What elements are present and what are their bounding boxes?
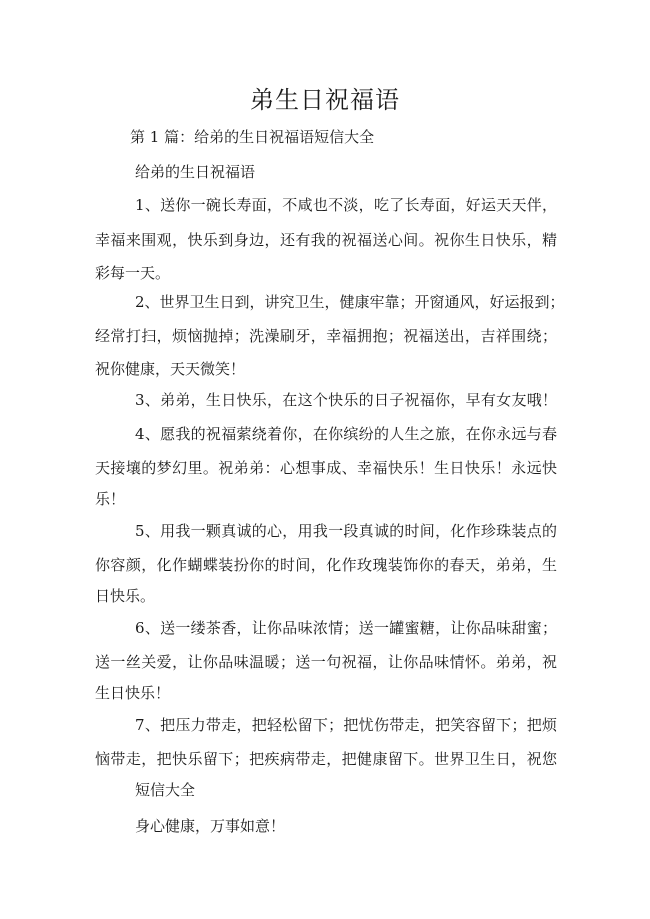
- paragraph-line: 1、送你一碗长寿面，不咸也不淡，吃了长寿面，好运天天伴，: [135, 196, 557, 214]
- paragraph-line: 2、世界卫生日到，讲究卫生，健康牢靠；开窗通风，好运报到；: [135, 293, 565, 311]
- paragraph-line: 7、把压力带走，把轻松留下；把忧伤带走，把笑容留下；把烦: [135, 716, 557, 734]
- paragraph-line: 经常打扫，烦恼抛掉；洗澡刷牙，幸福拥抱；祝福送出，吉祥围绕；: [95, 327, 557, 345]
- paragraph-line: 身心健康，万事如意！: [135, 817, 286, 835]
- paragraph-line: 彩每一天。: [95, 264, 171, 282]
- paragraph-line: 你容颜，化作蝴蝶装扮你的时间，化作玫瑰装饰你的春天，弟弟，生: [95, 556, 557, 574]
- section-heading: 第 1 篇：给弟的生日祝福语短信大全: [130, 128, 375, 146]
- paragraph-line: 4、愿我的祝福萦绕着你，在你缤纷的人生之旅，在你永远与春: [135, 425, 557, 443]
- paragraph-line: 生日快乐！: [95, 684, 171, 702]
- paragraph-line: 6、送一缕茶香，让你品味浓情；送一罐蜜糖，让你品味甜蜜；: [135, 619, 557, 637]
- paragraph-line: 日快乐。: [95, 587, 156, 605]
- paragraph-line: 祝你健康，天天微笑！: [95, 360, 246, 378]
- page-title: 弟生日祝福语: [250, 86, 400, 114]
- paragraph-line: 幸福来围观，快乐到身边，还有我的祝福送心间。祝你生日快乐，精: [95, 231, 557, 249]
- paragraph-line: 送一丝关爱，让你品味温暖；送一句祝福，让你品味情怀。弟弟，祝: [95, 653, 557, 671]
- paragraph-line: 5、用我一颗真诚的心，用我一段真诚的时间，化作珍珠装点的: [135, 522, 557, 540]
- paragraph-line: 3、弟弟，生日快乐，在这个快乐的日子祝福你，早有女友哦！: [135, 391, 557, 409]
- paragraph-line: 恼带走，把快乐留下；把疾病带走，把健康留下。世界卫生日，祝您: [95, 750, 557, 768]
- subheading: 给弟的生日祝福语: [135, 163, 256, 181]
- paragraph-line: 短信大全: [135, 781, 196, 799]
- paragraph-line: 乐！: [95, 490, 126, 508]
- paragraph-line: 天接壤的梦幻里。祝弟弟：心想事成、幸福快乐！生日快乐！永远快: [95, 459, 557, 477]
